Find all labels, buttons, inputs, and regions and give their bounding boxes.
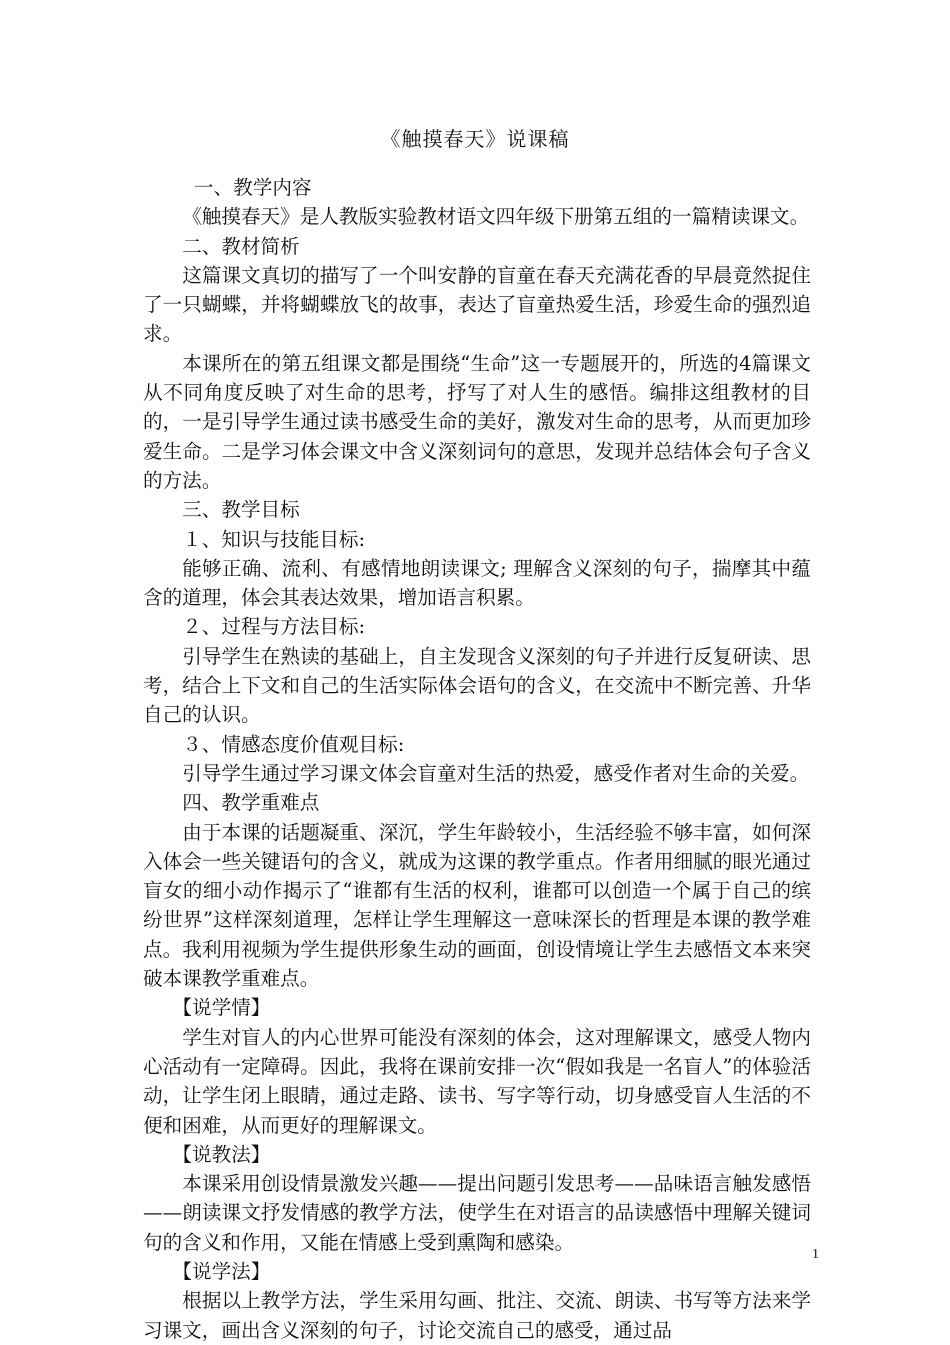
paragraph-unit-theme: 本课所在的第五组课文都是围绕“生命”这一专题展开的，所选的4篇课文从不同角度反映了对生命的思考，抒写了对人生的感悟。编排这组教材的目的，一是引导学生通过读书感受生命的美好，激发对生命的思考，从而更加珍爱生命。二是学习体会课文中含义深刻词句的意思，发现并总结体会句子含义的方法。	[143, 351, 811, 492]
document-body	[143, 173, 811, 1345]
paragraph-teaching-content: 《触摸春天》是人教版实验教材语文四年级下册第五组的一篇精读课文。	[182, 205, 810, 229]
paragraph-text-summary: 这篇课文真切的描写了一个叫安静的盲童在春天充满花香的早晨竟然捉住了一只蝴蝶，并将蝴蝶放飞的故事，表达了盲童热爱生活，珍爱生命的强烈追求。	[143, 263, 811, 346]
section-heading-teaching-content: 一、教学内容	[193, 176, 312, 199]
section-heading-key-difficulties: 四、教学重难点	[182, 791, 320, 815]
paragraph-learning-method: 根据以上教学方法，学生采用勾画、批注、交流、朗读、书写等方法来学习课文，画出含义深刻的句子，讨论交流自己的感受，通过品	[143, 1289, 811, 1342]
section-heading-teaching-method: 【说教法】	[172, 1142, 271, 1166]
goal-heading-knowledge-skills: １、知识与技能目标:	[182, 527, 366, 551]
section-heading-textbook-analysis: 二、教材简析	[182, 234, 300, 258]
paragraph-emotion-values: 引导学生通过学习课文体会盲童对生活的热爱，感受作者对生命的关爱。	[182, 761, 810, 785]
paragraph-student-analysis: 学生对盲人的内心世界可能没有深刻的体会，这对理解课文，感受人物内心活动有一定障碍。因此，我将在课前安排一次“假如我是一名盲人”的体验活动，让学生闭上眼睛，通过走路、读书、写字等行动，切身感受盲人生活的不便和困难，从而更好的理解课文。	[143, 1025, 811, 1137]
paragraph-process-methods: 引导学生在熟读的基础上，自主发现含义深刻的句子并进行反复研读、思考，结合上下文和自己的生活实际体会语句的含义，在交流中不断完善、升华自己的认识。	[143, 644, 811, 727]
section-heading-student-analysis: 【说学情】	[172, 996, 271, 1020]
document-title: 《触摸春天》说课稿	[380, 127, 570, 151]
section-heading-teaching-goals: 三、教学目标	[182, 498, 300, 522]
paragraph-key-difficulties: 由于本课的话题凝重、深沉，学生年龄较小，生活经验不够丰富，如何深入体会一些关键语句的含义，就成为这课的教学重点。作者用细腻的眼光通过盲女的细小动作揭示了“谁都有生活的权利，谁都可以创造一个属于自己的缤纷世界”这样深刻道理，怎样让学生理解这一意味深长的哲理是本课的教学难点。我利用视频为学生提供形象生动的画面，创设情境让学生去感悟文本来突破本课教学重难点。	[143, 820, 811, 991]
paragraph-teaching-method: 本课采用创设情景激发兴趣——提出问题引发思考——品味语言触发感悟——朗读课文抒发情感的教学方法，使学生在对语言的品读感悟中理解关键词句的含义和作用，又能在情感上受到熏陶和感染。	[143, 1172, 811, 1254]
section-heading-learning-method: 【说学法】	[172, 1259, 271, 1283]
goal-heading-emotion-values: ３、情感态度价值观目标:	[182, 732, 405, 756]
paragraph-knowledge-skills: 能够正确、流利、有感情地朗读课文; 理解含义深刻的句子，揣摩其中蕴含的道理，体会其表达效果，增加语言积累。	[143, 556, 811, 610]
goal-heading-process-methods: ２、过程与方法目标:	[182, 615, 366, 639]
page-number: 1	[812, 1247, 819, 1262]
